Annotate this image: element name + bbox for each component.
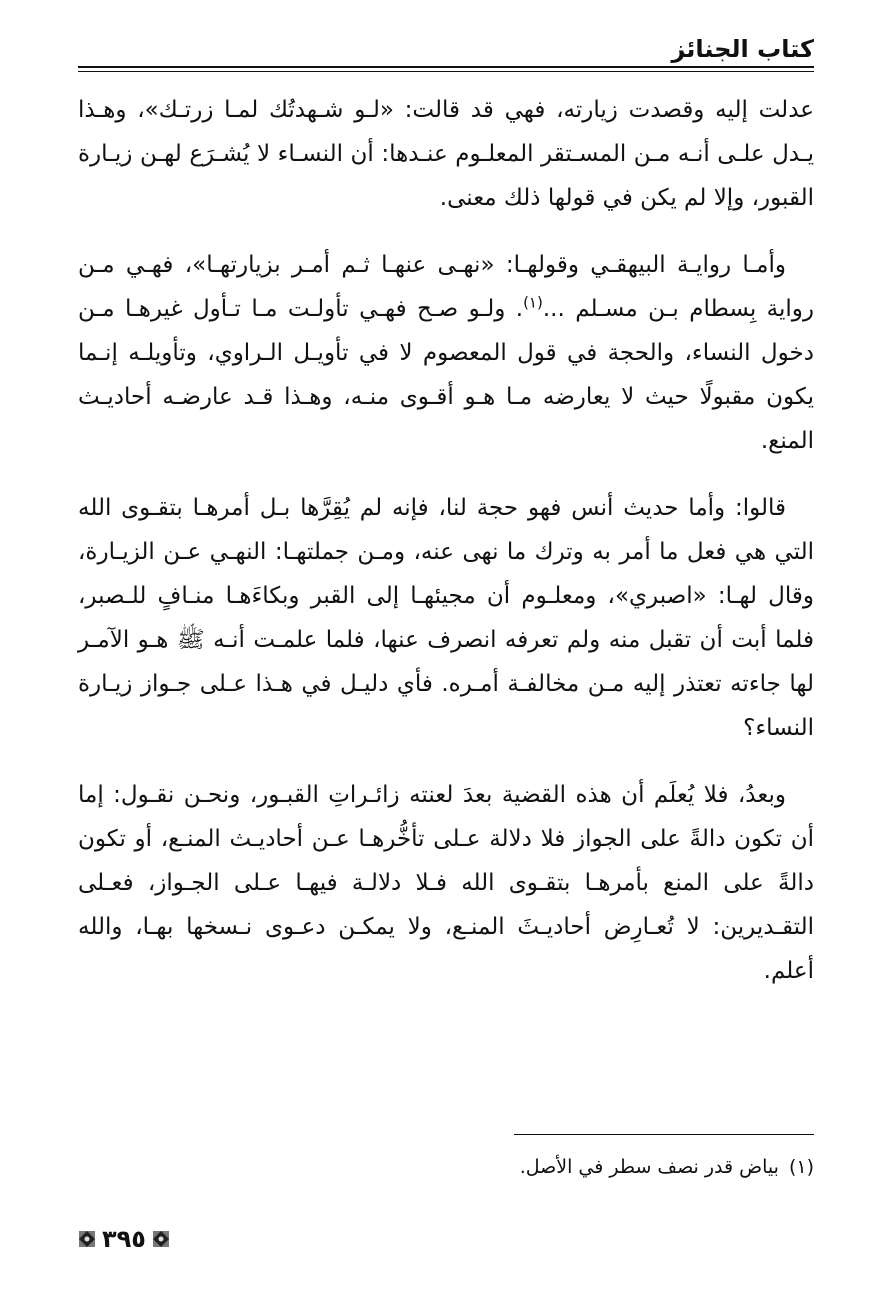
footnote-reference[interactable]: (١)	[523, 293, 543, 312]
paragraph-bayhaqi-start: وأمـا روايـة البيهقـي وقولهـا: «نهـى عنهـا ثـم أمـر بزيارتهـا»، فهـي مـن رواية بِسطام بـن مسـلم ...	[78, 252, 814, 322]
main-text	[78, 88, 814, 1016]
footnote	[78, 1152, 814, 1182]
page-number: ٣٩٥	[102, 1225, 146, 1253]
paragraph-bayhaqi-end: . ولـو صـح فهـي تأولـت مـا تـأول غيرهـا مـن دخول النساء، والحجة في قول المعصوم لا في تأويـل الـراوي، وتأويلـه إنـما يكون مقبولًا حيث لا يعارضه مـا هـو أقـوى منـه، وهـذا قـد عارضـه أحاديـث المنع.	[78, 296, 814, 454]
paragraph-1: عدلت إليه وقصدت زيارته، فهي قد قالت: «لـو شـهدتُك لمـا زرتـك»، وهـذا يـدل علـى أنـه مـن المسـتقر المعلـوم عنـدها: أن النسـاء لا يُشـرَع لهـن زيـارة القبور، وإلا لم يكن في قولها ذلك معنى.	[78, 97, 814, 211]
running-header	[78, 30, 814, 70]
footnote-number: (١)	[788, 1156, 814, 1178]
chapter-title: كتاب الجنائز	[671, 35, 814, 63]
header-rule-thick	[78, 66, 814, 68]
paragraph-bayhaqi	[78, 243, 814, 463]
page-number-block	[78, 1222, 170, 1256]
footnote-text: بياض قدر نصف سطر في الأصل.	[519, 1156, 779, 1178]
ornament-icon	[78, 1230, 96, 1248]
ornament-icon	[152, 1230, 170, 1248]
paragraph-conclusion: وبعدُ، فلا يُعلَم أن هذه القضية بعدَ لعنته زائـراتِ القبـور، ونحـن نقـول: إما أن تكون دالةً على الجواز فلا دلالة عـلى تأخُّرهـا عـن أحاديـث المنـع، أو تكون دالةً على المنع بأمرهـا بتقـوى الله فـلا دلالـة فيهـا عـلى الجـواز، فعـلى التقـديرين: لا تُعـارِض أحاديـثَ المنـع، ولا يمكـن دعـوى نـسخها بهـا، والله أعلم.	[78, 782, 814, 984]
paragraph-anas-hadith: قالوا: وأما حديث أنس فهو حجة لنا، فإنه لم يُقِرَّها بـل أمرهـا بتقـوى الله التي هي فعل ما أمر به وترك ما نهى عنه، ومـن جملتهـا: النهـي عـن الزيـارة، وقال لهـا: «اصبري»، ومعلـوم أن مجيئهـا إلى القبر وبكاءَهـا منـافٍ للـصبر، فلما أبت أن تقبل منه ولم تعرفه انصرف عنها، فلما علمـت أنـه ﷺ هـو الآمـر لها جاءته تعتذر إليه مـن مخالفـة أمـره. فأي دليـل في هـذا عـلى جـواز زيـارة النساء؟	[78, 495, 814, 741]
header-rule-thin	[78, 71, 814, 72]
footnote-separator	[514, 1134, 814, 1135]
